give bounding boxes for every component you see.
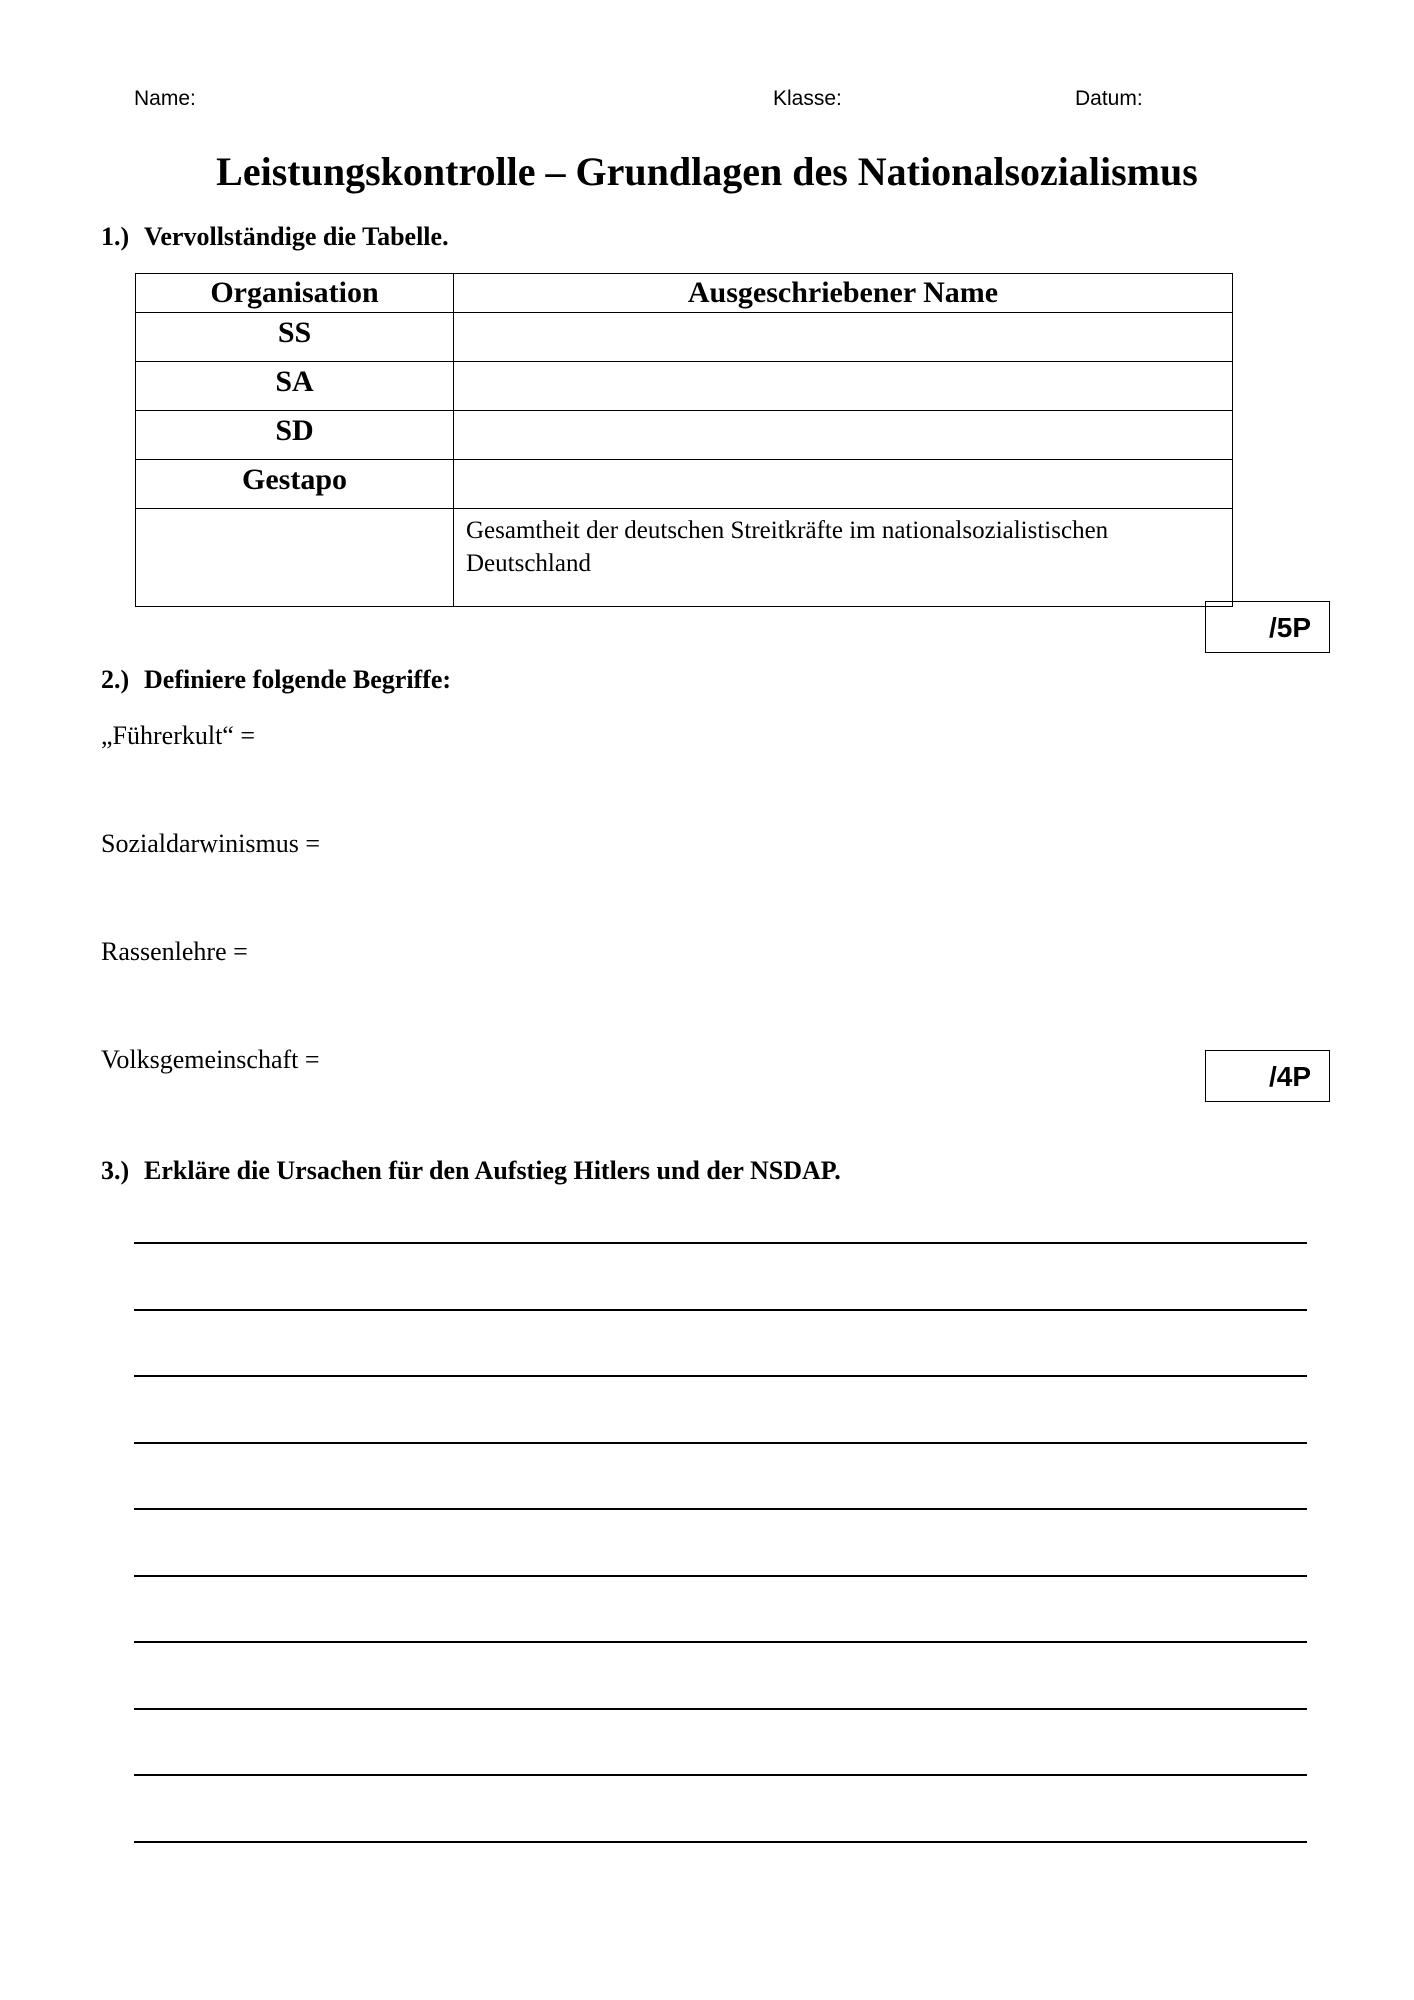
table-row — [136, 460, 1233, 509]
term-rassenlehre: Rassenlehre = — [101, 937, 248, 966]
answer-line[interactable] — [134, 1242, 1307, 1244]
term-sozialdarwinismus: Sozialdarwinismus = — [101, 829, 321, 858]
name-cell: Gesamtheit der deutschen Streitkräfte im nationalsozialistischen Deutschland — [454, 509, 1233, 607]
term-fuehrerkult: „Führerkult“ = — [101, 721, 256, 750]
task2-number: 2.) — [101, 665, 130, 694]
name-cell[interactable] — [454, 313, 1233, 362]
table-row — [136, 509, 1233, 607]
answer-line[interactable] — [134, 1309, 1307, 1311]
name-cell[interactable] — [454, 362, 1233, 411]
org-cell[interactable] — [136, 509, 454, 607]
table-row — [136, 411, 1233, 460]
task2-heading — [101, 665, 451, 695]
org-cell: SA — [136, 362, 454, 411]
task3-instruction: Erkläre die Ursachen für den Aufstieg Hitlers und der NSDAP. — [144, 1156, 841, 1185]
name-label: Name: — [134, 87, 196, 110]
org-cell: SD — [136, 411, 454, 460]
answer-line[interactable] — [134, 1375, 1307, 1377]
org-cell: SS — [136, 313, 454, 362]
klasse-label: Klasse: — [773, 87, 842, 110]
table-row — [136, 362, 1233, 411]
term-volksgemeinschaft: Volksgemeinschaft = — [101, 1045, 320, 1074]
table-row — [136, 313, 1233, 362]
answer-line[interactable] — [134, 1575, 1307, 1577]
task3-number: 3.) — [101, 1156, 130, 1185]
answer-line[interactable] — [134, 1774, 1307, 1776]
task1-points-box: /5P — [1205, 601, 1330, 653]
task1-instruction: Vervollständige die Tabelle. — [144, 222, 449, 251]
organisation-table — [135, 273, 1233, 607]
header-ausgeschriebener-name: Ausgeschriebener Name — [454, 274, 1233, 313]
answer-line[interactable] — [134, 1641, 1307, 1643]
answer-line[interactable] — [134, 1508, 1307, 1510]
header-organisation: Organisation — [136, 274, 454, 313]
task2-points-box: /4P — [1205, 1050, 1330, 1102]
name-cell[interactable] — [454, 411, 1233, 460]
task1-heading — [101, 222, 449, 252]
org-cell: Gestapo — [136, 460, 454, 509]
task3-heading — [101, 1156, 841, 1186]
task2-instruction: Definiere folgende Begriffe: — [144, 665, 452, 694]
task1-number: 1.) — [101, 222, 130, 251]
answer-line[interactable] — [134, 1708, 1307, 1710]
answer-line[interactable] — [134, 1442, 1307, 1444]
table-header-row — [136, 274, 1233, 313]
name-cell[interactable] — [454, 460, 1233, 509]
page-title: Leistungskontrolle – Grundlagen des Nationalsozialismus — [216, 149, 1198, 194]
answer-line[interactable] — [134, 1841, 1307, 1843]
datum-label: Datum: — [1075, 87, 1143, 110]
